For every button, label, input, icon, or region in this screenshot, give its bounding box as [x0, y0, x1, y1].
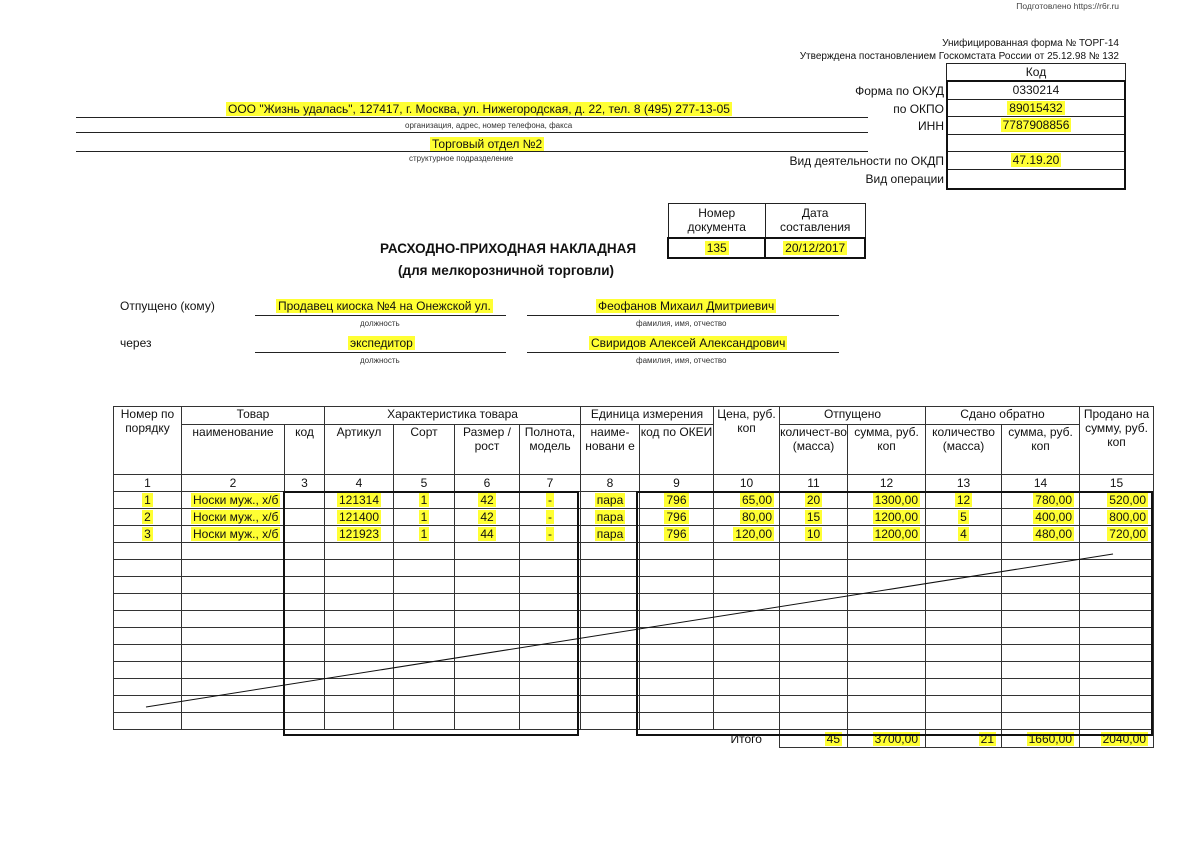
total-sold[interactable]: 2040,00	[1080, 730, 1154, 748]
dept-caption: структурное подразделение	[409, 154, 514, 163]
org-name[interactable]: ООО "Жизнь удалась", 127417, г. Москва, ул. Нижегородская, д. 22, тел. 8 (495) 277-13-05	[228, 102, 730, 116]
recipient-position-caption: должность	[360, 319, 400, 328]
table-cell[interactable]: 1	[394, 509, 455, 526]
header-sum: сумма, руб. коп	[848, 425, 926, 475]
total-qty[interactable]: 45	[780, 730, 848, 748]
table-cell[interactable]: 796	[640, 492, 714, 509]
table-cell[interactable]: 121400	[325, 509, 394, 526]
table-cell[interactable]: Носки муж., х/б	[182, 492, 285, 509]
table-cell[interactable]: 480,00	[1002, 526, 1080, 543]
column-number: 9	[640, 475, 714, 492]
table-cell[interactable]: 120,00	[714, 526, 780, 543]
table-cell[interactable]: 1200,00	[848, 526, 926, 543]
table-cell[interactable]: -	[520, 509, 581, 526]
column-number: 6	[455, 475, 520, 492]
table-cell[interactable]: -	[520, 526, 581, 543]
column-number: 8	[581, 475, 640, 492]
table-cell[interactable]: 42	[455, 492, 520, 509]
table-cell[interactable]: 10	[780, 526, 848, 543]
via-position[interactable]: экспедитор	[350, 336, 413, 350]
doc-date[interactable]: 20/12/2017	[765, 238, 865, 258]
via-position-caption: должность	[360, 356, 400, 365]
total-sum[interactable]: 3700,00	[848, 730, 926, 748]
header-returned-sum: сумма, руб. коп	[1002, 425, 1080, 475]
header-released: Отпущено	[780, 407, 926, 425]
header-fullness: Полнота, модель	[520, 425, 581, 475]
table-cell[interactable]: 520,00	[1080, 492, 1154, 509]
table-cell[interactable]: 20	[780, 492, 848, 509]
okpo-label: по ОКПО	[893, 101, 944, 116]
column-number: 1	[114, 475, 182, 492]
header-qty: количест-во (масса)	[780, 425, 848, 475]
column-number: 14	[1002, 475, 1080, 492]
header-price: Цена, руб. коп	[714, 407, 780, 475]
doc-number-label: Номер документа	[668, 204, 765, 238]
column-number: 13	[926, 475, 1002, 492]
header-okei: код по ОКЕИ	[640, 425, 714, 475]
column-number: 7	[520, 475, 581, 492]
table-cell[interactable]: 121923	[325, 526, 394, 543]
via-label: через	[120, 336, 152, 350]
via-name[interactable]: Свиридов Алексей Александрович	[591, 336, 786, 350]
table-cell[interactable]: 720,00	[1080, 526, 1154, 543]
form-name: Унифицированная форма № ТОРГ-14	[942, 38, 1119, 49]
table-cell[interactable]: 400,00	[1002, 509, 1080, 526]
table-cell[interactable]: 5	[926, 509, 1002, 526]
table-cell[interactable]: 1300,00	[848, 492, 926, 509]
recipient-name-caption: фамилия, имя, отчество	[636, 319, 727, 328]
header-unit-name: наименовани е	[581, 425, 640, 475]
inn-label: ИНН	[918, 119, 944, 134]
header-goods: Товар	[182, 407, 325, 425]
column-number: 12	[848, 475, 926, 492]
header-goods-code: код	[285, 425, 325, 475]
credit-text: Подготовлено https://r6r.ru	[1016, 1, 1119, 11]
header-size: Размер /рост	[455, 425, 520, 475]
table-cell[interactable]: 3	[114, 526, 182, 543]
column-number: 11	[780, 475, 848, 492]
header-sold: Продано на сумму, руб. коп	[1080, 407, 1154, 475]
header-returned-qty: количество (масса)	[926, 425, 1002, 475]
doc-subtitle: (для мелкорозничной торговли)	[398, 263, 615, 278]
okdp-value[interactable]: 47.19.20	[948, 152, 1124, 170]
column-number: 15	[1080, 475, 1154, 492]
doc-date-label: Дата составления	[765, 204, 865, 238]
header-goods-name: наименование	[182, 425, 285, 475]
header-unit: Единица измерения	[581, 407, 714, 425]
doc-title: РАСХОДНО-ПРИХОДНАЯ НАКЛАДНАЯ	[380, 241, 637, 256]
header-sort: Сорт	[394, 425, 455, 475]
total-label: Итого	[730, 731, 762, 746]
table-cell[interactable]: 80,00	[714, 509, 780, 526]
table-cell[interactable]: 1	[394, 492, 455, 509]
inn-value[interactable]: 7787908856	[948, 117, 1124, 135]
table-cell[interactable]: 780,00	[1002, 492, 1080, 509]
operation-label: Вид операции	[865, 171, 944, 186]
table-cell[interactable]: пара	[581, 526, 640, 543]
table-cell[interactable]: 796	[640, 526, 714, 543]
table-cell[interactable]: 15	[780, 509, 848, 526]
table-cell[interactable]: 1	[114, 492, 182, 509]
column-number: 3	[285, 475, 325, 492]
total-returned-qty[interactable]: 21	[926, 730, 1002, 748]
header-row-number: Номер по порядку	[114, 407, 182, 475]
header-article: Артикул	[325, 425, 394, 475]
table-cell[interactable]: 1	[394, 526, 455, 543]
table-cell[interactable]: 44	[455, 526, 520, 543]
okud-value: 0330214	[948, 82, 1124, 100]
table-cell[interactable]: 2	[114, 509, 182, 526]
doc-number[interactable]: 135	[668, 238, 765, 258]
column-number: 5	[394, 475, 455, 492]
table-cell[interactable]: 42	[455, 509, 520, 526]
table-cell[interactable]: пара	[581, 492, 640, 509]
okdp-label: Вид деятельности по ОКДП	[789, 154, 944, 169]
table-cell[interactable]: 12	[926, 492, 1002, 509]
table-cell[interactable]: 4	[926, 526, 1002, 543]
total-returned-sum[interactable]: 1660,00	[1002, 730, 1080, 748]
header-returned: Сдано обратно	[926, 407, 1080, 425]
column-number: 4	[325, 475, 394, 492]
recipient-name[interactable]: Феофанов Михаил Дмитриевич	[598, 299, 775, 313]
okud-label: Форма по ОКУД	[855, 84, 944, 98]
codes-header: Код	[946, 63, 1126, 80]
via-name-caption: фамилия, имя, отчество	[636, 356, 727, 365]
table-cell[interactable]: -	[520, 492, 581, 509]
table-cell[interactable]: Носки муж., х/б	[182, 526, 285, 543]
table-cell[interactable]: Носки муж., х/б	[182, 509, 285, 526]
table-cell[interactable]: 796	[640, 509, 714, 526]
okpo-value[interactable]: 89015432	[948, 100, 1124, 118]
column-number: 2	[182, 475, 285, 492]
header-characteristics: Характеристика товара	[325, 407, 581, 425]
recipient-position[interactable]: Продавец киоска №4 на Онежской ул.	[278, 299, 491, 313]
table-cell[interactable]: пара	[581, 509, 640, 526]
approval-text: Утверждена постановлением Госкомстата России от 25.12.98 № 132	[799, 51, 1119, 62]
table-cell[interactable]: 121314	[325, 492, 394, 509]
table-cell[interactable]: 800,00	[1080, 509, 1154, 526]
table-cell[interactable]: 65,00	[714, 492, 780, 509]
org-caption: организация, адрес, номер телефона, факса	[405, 121, 573, 130]
dept-name[interactable]: Торговый отдел №2	[432, 137, 543, 151]
table-cell[interactable]: 1200,00	[848, 509, 926, 526]
released-to-label: Отпущено (кому)	[120, 299, 215, 313]
column-number: 10	[714, 475, 780, 492]
